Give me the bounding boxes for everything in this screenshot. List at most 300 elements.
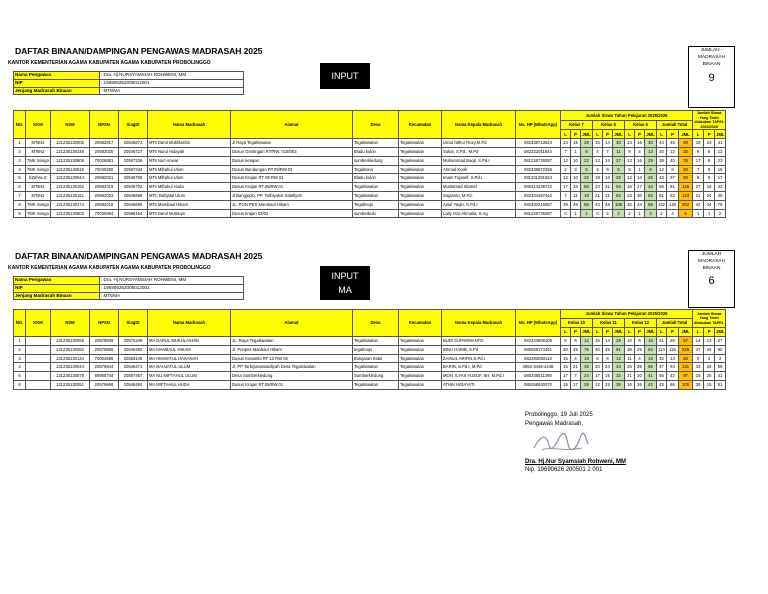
table-cell: 131	[679, 363, 693, 372]
info-label: NIP	[14, 284, 100, 292]
table-cell: 082338713624	[516, 139, 561, 148]
table-cell: 5	[625, 165, 635, 174]
table-cell: 2	[657, 209, 667, 218]
table-cell: 36	[693, 380, 704, 389]
table-cell: 47	[657, 363, 667, 372]
table-cell: 15	[625, 183, 635, 192]
table-cell: 7	[561, 147, 571, 156]
table-cell: 91	[613, 345, 625, 354]
table-cell: Dusun krajan 02/02	[231, 209, 353, 218]
subheader-l: L	[593, 328, 603, 337]
table-cell: 1	[635, 165, 645, 174]
table-cell: 27	[715, 337, 726, 346]
table-cell: Jl. PP Tarbiyatussalafiyah Desa Tegalsiwalan	[231, 363, 353, 372]
table-cell: 2	[14, 147, 26, 156]
table-cell: 15	[593, 337, 603, 346]
table-cell: 16	[715, 165, 726, 174]
info-label: Nama Pengawas	[14, 277, 100, 285]
table-cell: 15	[704, 380, 715, 389]
table-cell: 081226739287	[516, 156, 561, 165]
table-cell: 114	[657, 345, 667, 354]
side-count-label: MADRASAH	[697, 55, 726, 60]
table-cell: 121235130044	[51, 174, 90, 183]
header-no: NO.	[14, 310, 26, 337]
table-cell: 1	[693, 209, 704, 218]
table-cell: Ahmad Kodir	[442, 165, 516, 174]
table-cell: 0	[693, 354, 704, 363]
table-cell: 085259174491	[516, 345, 561, 354]
header-alamat: Alamat	[231, 111, 353, 139]
table-cell: 4	[593, 147, 603, 156]
table-cell: MTs Nurl Anwar	[148, 156, 231, 165]
subheader-jml: JML	[613, 328, 625, 337]
table-cell: Tegalsiwalan	[399, 165, 442, 174]
table-cell: Sumberkledung	[353, 372, 399, 381]
table-cell: 42	[645, 183, 657, 192]
table-cell: 131235130134	[51, 354, 90, 363]
table-cell	[26, 337, 51, 346]
table-cell: 12	[625, 174, 635, 183]
table-cell: MTsN2	[26, 139, 51, 148]
table-cell: 5	[581, 165, 593, 174]
table-cell: 20575349	[119, 337, 148, 346]
table-cell: Imam Tujaarif, S.Pd.I	[442, 174, 516, 183]
side-count-value: 9	[708, 72, 715, 84]
table-cell: 23	[704, 139, 715, 148]
table-cell: 1	[571, 147, 581, 156]
subheader-l: L	[625, 328, 635, 337]
table-cell: Desa Sumberkledung	[231, 372, 353, 381]
table-cell: 082332011644	[516, 147, 561, 156]
header-nsm: NSM	[51, 310, 90, 337]
table-cell: BUDI SUPARMANTO	[442, 337, 516, 346]
table-cell: 38	[657, 156, 667, 165]
table-cell: 1	[14, 337, 26, 346]
subheader-l: L	[657, 130, 667, 139]
header-jumlah-total: Jumlah Total	[657, 120, 693, 130]
table-cell: 081231291624	[516, 174, 561, 183]
table-cell: 20579844	[90, 363, 119, 372]
table-cell: MTsN2	[26, 147, 51, 156]
table-cell: 1	[14, 139, 26, 148]
subheader-l: L	[657, 328, 667, 337]
subheader-p: P	[571, 130, 581, 139]
table-cell: 6	[704, 147, 715, 156]
table-cell: 121235130815	[51, 165, 90, 174]
table-cell: Dusun kerajan	[231, 156, 353, 165]
header-hp: No. HP (WhatsApp)	[516, 310, 561, 337]
signature-scribble	[530, 430, 590, 456]
table-cell: 26	[645, 174, 657, 183]
table-cell: 51	[715, 380, 726, 389]
table-cell: 20582022	[90, 191, 119, 200]
table-cell: Bulujaran Kidul	[353, 354, 399, 363]
table-cell: 13	[704, 337, 715, 346]
table-cell: Tegalsiwalan	[399, 354, 442, 363]
table-cell: Tegalmojo	[353, 200, 399, 209]
table-cell: 30	[635, 191, 645, 200]
table-cell: IBNU HABIB, S.Pd	[442, 345, 516, 354]
info-value: : MTs/MA	[100, 292, 244, 300]
table-cell: 30	[645, 139, 657, 148]
table-row	[14, 209, 726, 218]
table-cell: 121235130806	[51, 156, 90, 165]
header-kelas: Kelas 8	[593, 120, 625, 130]
table-cell: 6	[645, 165, 657, 174]
table-cell: 41	[715, 372, 726, 381]
table-cell: 29	[613, 337, 625, 346]
table-cell: 16	[693, 372, 704, 381]
table-cell: 66	[645, 200, 657, 209]
table-cell: 15	[704, 183, 715, 192]
table-cell: Tegalsiwalan	[399, 183, 442, 192]
table-cell: 70004586	[90, 354, 119, 363]
table-cell: 2	[715, 209, 726, 218]
table-cell: 085335511290	[516, 372, 561, 381]
table-cell: 21	[693, 191, 704, 200]
header-alamat: Alamat	[231, 310, 353, 337]
table-cell: 52	[613, 191, 625, 200]
table-cell: 20	[635, 372, 645, 381]
table-cell: 229	[679, 345, 693, 354]
table-cell: 32	[625, 200, 635, 209]
table-cell: 85	[581, 200, 593, 209]
table-cell: 15	[571, 139, 581, 148]
table-cell: 0	[593, 209, 603, 218]
table-cell: 43	[704, 345, 715, 354]
table-cell: 082333808109	[516, 337, 561, 346]
subheader-p: P	[635, 130, 645, 139]
header-kelas: Kelas 11	[593, 319, 625, 328]
header-kecamatan: Kecamatan	[399, 111, 442, 139]
table-cell: MTs Darul Mukhlashin	[148, 139, 231, 148]
header-kkm: KKM	[26, 310, 51, 337]
table-cell: 21	[603, 191, 613, 200]
table-cell: 66	[667, 380, 679, 389]
table-cell: 12	[561, 156, 571, 165]
table-cell: Tegalsiwalan	[353, 337, 399, 346]
table-cell: MA BAHJATUL ULUM	[148, 363, 231, 372]
table-cell: 20546702	[119, 183, 148, 192]
table-cell: 6	[704, 156, 715, 165]
table-cell: 6	[14, 183, 26, 192]
table-cell: 17	[593, 372, 603, 381]
table-cell: 131235130044	[51, 363, 90, 372]
section1-subtitle: KANTOR KEMENTERIAN AGAMA KABUPATEN AGAMA KABUPATEN PROBOLINGGO	[8, 60, 211, 66]
header-nama: Nama Madrasah	[148, 310, 231, 337]
table-cell: 9	[704, 174, 715, 183]
table-cell: 20546709	[119, 174, 148, 183]
table-cell: 55	[657, 372, 667, 381]
header-nama: Nama Madrasah	[148, 111, 231, 139]
table-cell: 43	[657, 380, 667, 389]
table-cell: MTs. Bahjatul Ulum	[148, 191, 231, 200]
table-cell: Muhammad Baqir, S.Pd.I	[442, 156, 516, 165]
section2-subtitle: KANTOR KEMENTERIAN AGAMA KABUPATEN AGAMA KABUPATEN PROBOLINGGO	[8, 265, 211, 271]
table-cell: 5Zahra.G	[26, 174, 51, 183]
section1-info-table	[13, 71, 244, 95]
table-cell: Tegalsiwalan	[353, 139, 399, 148]
table-cell: 123	[679, 191, 693, 200]
table-cell: 4	[635, 354, 645, 363]
table-cell: 21	[625, 372, 635, 381]
table-cell: 1	[635, 209, 645, 218]
table-cell: 13	[645, 147, 657, 156]
table-cell: 61	[657, 191, 667, 200]
table-cell: 17	[571, 380, 581, 389]
table-cell: Tegalsiwalan	[399, 380, 442, 389]
table-cell: 11	[613, 147, 625, 156]
table-cell: Tegalsiwalan	[399, 174, 442, 183]
table-cell: 14	[603, 139, 613, 148]
subheader-jml: JML	[679, 328, 693, 337]
table-cell: Tegalsiwalan	[399, 337, 442, 346]
table-cell: Jl Bangjeplo, PP. Tarbiyatus Salafiyah	[231, 191, 353, 200]
table-cell: 57	[679, 337, 693, 346]
table-cell: 24	[581, 372, 593, 381]
table-cell: 59	[715, 363, 726, 372]
table-cell: 32	[657, 354, 667, 363]
table-cell: 131235130052	[51, 345, 90, 354]
header-group: Jumlah Siswa Tahun Pelajaran 2025/2026	[561, 111, 693, 121]
table-cell: 43	[593, 200, 603, 209]
table-cell: 085314239722	[516, 183, 561, 192]
table-cell: 6	[635, 337, 645, 346]
table-cell: Jl. Ponpes Manbaul Hikam	[231, 345, 353, 354]
table-cell: 16	[635, 139, 645, 148]
table-cell: 7MK Songo	[26, 156, 51, 165]
table-cell: 20582019	[90, 183, 119, 192]
header-telah: Jumlah Siswa Yang Telah dilakukan TAPEL 2024/2025	[694, 111, 725, 129]
table-cell: 13	[603, 174, 613, 183]
table-cell: Dusun Grintingan RT/RW. 018/003	[231, 147, 353, 156]
table-cell: 20582021	[90, 174, 119, 183]
table-cell: Dusun Krajan RT.05/RW.01	[231, 380, 353, 389]
subheader-l: L	[561, 328, 571, 337]
header-kelas: Kelas 12	[625, 319, 657, 328]
table-cell: 16	[645, 337, 657, 346]
info-value: : 196906262005012001	[100, 79, 244, 87]
table-cell: 15	[561, 363, 571, 372]
header-kkm: KKM	[26, 111, 51, 139]
input-box-label: INPUT	[331, 271, 359, 281]
table-cell: 27	[613, 156, 625, 165]
table-cell: 0852-3445-4448	[516, 363, 561, 372]
table-cell: 14	[603, 156, 613, 165]
table-cell: 12	[715, 147, 726, 156]
table-cell: 42	[715, 183, 726, 192]
table-cell: 20	[657, 147, 667, 156]
signature-nip: Nip. 19690626 200501 2 001	[525, 467, 603, 473]
header-kelas: Kelas 9	[625, 120, 657, 130]
table-cell: 7	[14, 191, 26, 200]
table-cell: 9	[625, 147, 635, 156]
table-cell: 20597467	[119, 372, 148, 381]
table-cell: 29	[645, 156, 657, 165]
table-cell: Tegalsiwalan	[353, 380, 399, 389]
table-cell: Ainul Yaqin, S.Pd.I	[442, 200, 516, 209]
table-cell: 26	[635, 380, 645, 389]
table-cell: 12	[581, 337, 593, 346]
table-cell: 11	[571, 191, 581, 200]
table-cell: 30	[613, 139, 625, 148]
table-cell: 32	[613, 372, 625, 381]
table-cell: Tegalsiwalan	[399, 156, 442, 165]
table-cell: 081226739287	[516, 209, 561, 218]
table-cell: MA DARUL MUKHLASHIN	[148, 337, 231, 346]
table-cell: 6	[693, 147, 704, 156]
table-cell: 8	[14, 200, 26, 209]
table-cell: JL. PON PES Mambaul Hikam	[231, 200, 353, 209]
section1-table	[13, 110, 726, 218]
table-cell: 146	[679, 183, 693, 192]
section2-info-table	[13, 276, 244, 300]
table-cell: 42	[667, 372, 679, 381]
table-cell: 121235130803	[51, 209, 90, 218]
table-cell: 44	[657, 139, 667, 148]
table-cell: 4	[571, 354, 581, 363]
table-cell: 2	[625, 209, 635, 218]
subheader-p: P	[571, 328, 581, 337]
table-cell: ZAINUL ARIFIN,S.Pd.I	[442, 354, 516, 363]
table-row	[14, 345, 726, 354]
table-cell: 2	[603, 209, 613, 218]
table-cell: 20	[679, 165, 693, 174]
subheader-jml: JML	[613, 130, 625, 139]
table-cell: Dusun Kosambi RT 13 RW 02	[231, 354, 353, 363]
table-cell: 24	[603, 363, 613, 372]
table-cell: Laily Izza Akmalia, S.Ag	[442, 209, 516, 218]
table-cell: 23	[593, 183, 603, 192]
table-cell: 42	[693, 200, 704, 209]
info-value: : 196906262005012001	[100, 284, 244, 292]
table-cell: 6	[14, 380, 26, 389]
subheader-l: L	[693, 130, 704, 139]
header-npsn: NPSN	[90, 111, 119, 139]
table-cell: 2	[613, 209, 625, 218]
table-cell: 6	[603, 354, 613, 363]
table-cell: MA HIKMATUL HASANAH	[148, 354, 231, 363]
table-cell: 17	[715, 174, 726, 183]
subheader-p: P	[603, 130, 613, 139]
section1-title: DAFTAR BINAAN/DAMPINGAN PENGAWAS MADRASAH 2025	[15, 46, 263, 56]
subheader-jml: JML	[645, 130, 657, 139]
table-cell: 121235130149	[51, 147, 90, 156]
input-box	[320, 63, 370, 89]
table-cell: 20546482	[119, 345, 148, 354]
subheader-jml: JML	[645, 328, 657, 337]
table-cell: Tegalsiwalan	[399, 191, 442, 200]
header-no: NO.	[14, 111, 26, 139]
table-cell: Tegalsiwalan	[353, 191, 399, 200]
header-desa: Desa	[353, 310, 399, 337]
table-cell: 48	[603, 200, 613, 209]
table-cell: 40	[667, 156, 679, 165]
subheader-p: P	[704, 328, 715, 337]
input-box-label: INPUT	[331, 71, 359, 81]
table-cell: 4	[635, 147, 645, 156]
table-cell: 70026881	[90, 156, 119, 165]
table-cell: 20598154	[119, 209, 148, 218]
table-cell: 32	[613, 174, 625, 183]
table-cell: 7	[603, 147, 613, 156]
header-npsn: NPSN	[90, 310, 119, 337]
subheader-jml: JML	[715, 130, 726, 139]
table-cell: 20579849	[90, 337, 119, 346]
table-cell: ATHIK HIDAYATI	[442, 380, 516, 389]
table-cell: 23	[603, 380, 613, 389]
table-cell: 14	[603, 337, 613, 346]
info-label: Nama Pengawas	[14, 72, 100, 80]
table-cell: 131235130078	[51, 372, 90, 381]
info-value: : Dra. Hj.NURSYAMSIAH ROHWENI, MM	[100, 72, 244, 80]
table-cell: 121235130005	[51, 139, 90, 148]
table-cell: 085258930070	[516, 380, 561, 389]
table-cell: 25	[704, 372, 715, 381]
table-row	[14, 174, 726, 183]
table-cell: 31	[603, 183, 613, 192]
subheader-p: P	[667, 130, 679, 139]
table-cell: 108	[613, 200, 625, 209]
table-cell: 39	[561, 200, 571, 209]
header-siagid: SiagID	[119, 310, 148, 337]
table-cell: 26	[625, 363, 635, 372]
table-cell: 13	[625, 156, 635, 165]
header-nsm: NSM	[51, 111, 90, 139]
table-cell: JL. Raya Tegalsiwalan	[231, 337, 353, 346]
table-cell: 38	[625, 345, 635, 354]
table-cell: 14	[561, 139, 571, 148]
subheader-p: P	[667, 328, 679, 337]
table-cell: 76	[715, 200, 726, 209]
table-cell: 082338872255	[516, 165, 561, 174]
side-count-box	[688, 46, 735, 108]
table-cell: Tegalsiwalan	[399, 363, 442, 372]
table-cell: 37	[667, 174, 679, 183]
table-cell: sumberkledung	[353, 156, 399, 165]
table-cell: Dusun Krajan RT 06 RW 01	[231, 174, 353, 183]
table-cell: 47	[693, 345, 704, 354]
table-cell: 20546672	[119, 139, 148, 148]
table-cell: 3	[571, 165, 581, 174]
table-cell: MTs Mambaul Hikam	[148, 200, 231, 209]
table-cell: Tegalsiwalan	[399, 200, 442, 209]
table-cell: BARIN, S.Pd.I, M.Pd	[442, 363, 516, 372]
table-cell: Tegalsiwalan	[399, 209, 442, 218]
table-cell: 130	[667, 200, 679, 209]
table-cell: 22	[581, 156, 593, 165]
table-cell: 20546484	[119, 380, 148, 389]
table-row	[14, 372, 726, 381]
table-cell: 33	[571, 183, 581, 192]
signature-role: Pengawas Madrasah,	[525, 421, 584, 427]
subheader-l: L	[593, 130, 603, 139]
table-cell: 65	[645, 363, 657, 372]
subheader-p: P	[635, 328, 645, 337]
table-row	[14, 147, 726, 156]
table-cell: 17	[561, 183, 571, 192]
signature-name: Dra. Hj.Nur Syamsiah Rohweni, MM	[525, 459, 627, 465]
table-cell: 90	[715, 345, 726, 354]
table-cell: 0	[561, 209, 571, 218]
table-cell	[26, 345, 51, 354]
table-cell: 7	[561, 191, 571, 200]
table-cell: 9	[603, 165, 613, 174]
table-cell: 91	[667, 183, 679, 192]
table-cell: 5	[14, 372, 26, 381]
table-cell: MTs Miftahul Ulum	[148, 165, 231, 174]
table-cell: 20546471	[119, 363, 148, 372]
